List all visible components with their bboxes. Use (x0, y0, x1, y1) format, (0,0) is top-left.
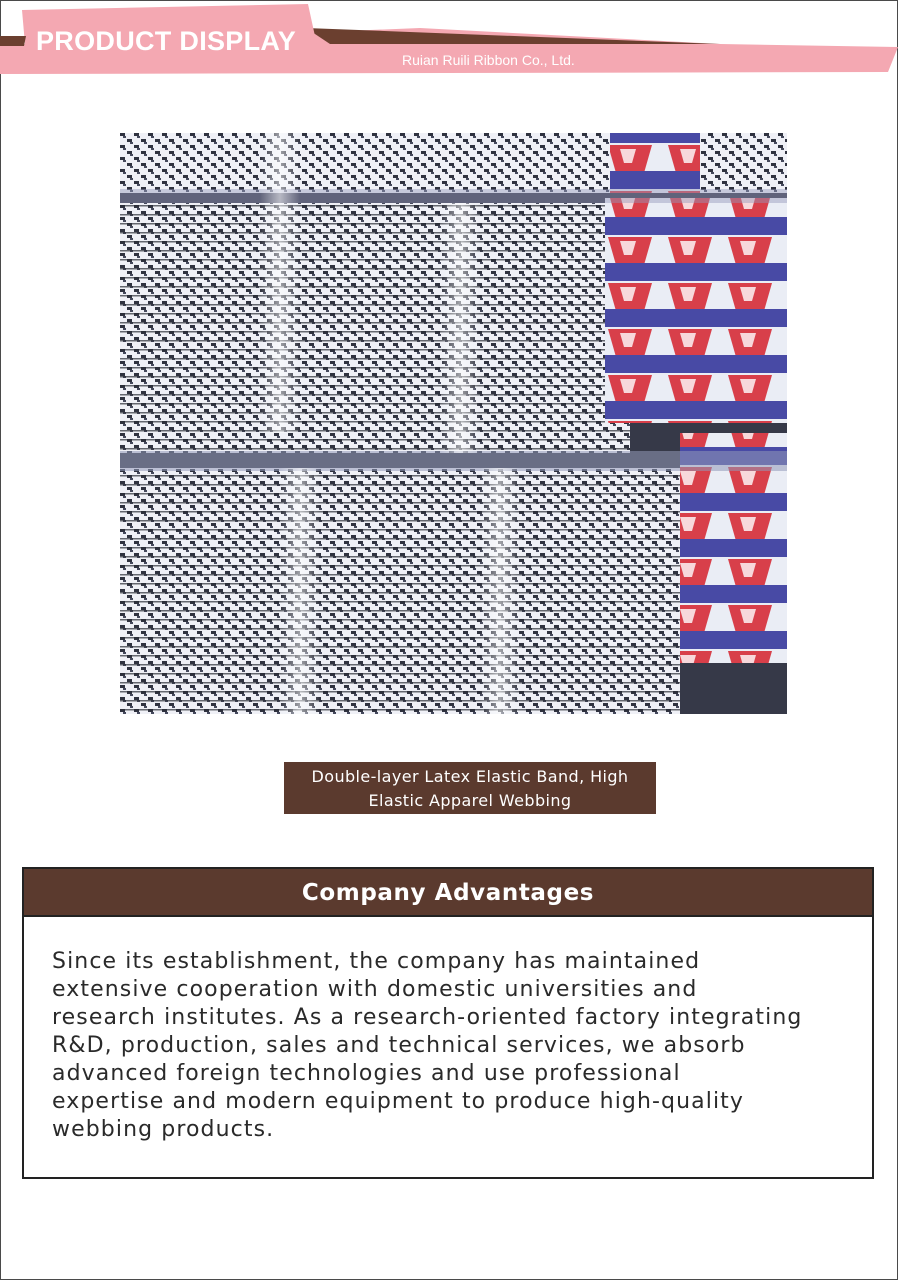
text-line: extensive cooperation with domestic universities and (52, 977, 698, 1002)
caption-line: Double-layer Latex Elastic Band, High (311, 767, 629, 786)
company-name: Ruian Ruili Ribbon Co., Ltd. (402, 52, 575, 68)
text-line: webbing products. (52, 1117, 275, 1142)
text-line: advanced foreign technologies and use professional (52, 1061, 681, 1086)
product-caption (284, 762, 656, 814)
product-display-banner (0, 0, 898, 80)
text-line: Since its establishment, the company has maintained (52, 949, 701, 974)
banner-title: PRODUCT DISPLAY (36, 26, 297, 56)
advantages-heading: Company Advantages (24, 869, 872, 917)
product-photo (120, 133, 787, 714)
caption-line: Elastic Apparel Webbing (368, 791, 572, 810)
advantages-text (52, 948, 862, 1144)
text-line: R&D, production, sales and technical services, we absorb (52, 1033, 746, 1058)
text-line: research institutes. As a research-oriented factory integrating (52, 1005, 803, 1030)
text-line: expertise and modern equipment to produce high-quality (52, 1089, 745, 1114)
